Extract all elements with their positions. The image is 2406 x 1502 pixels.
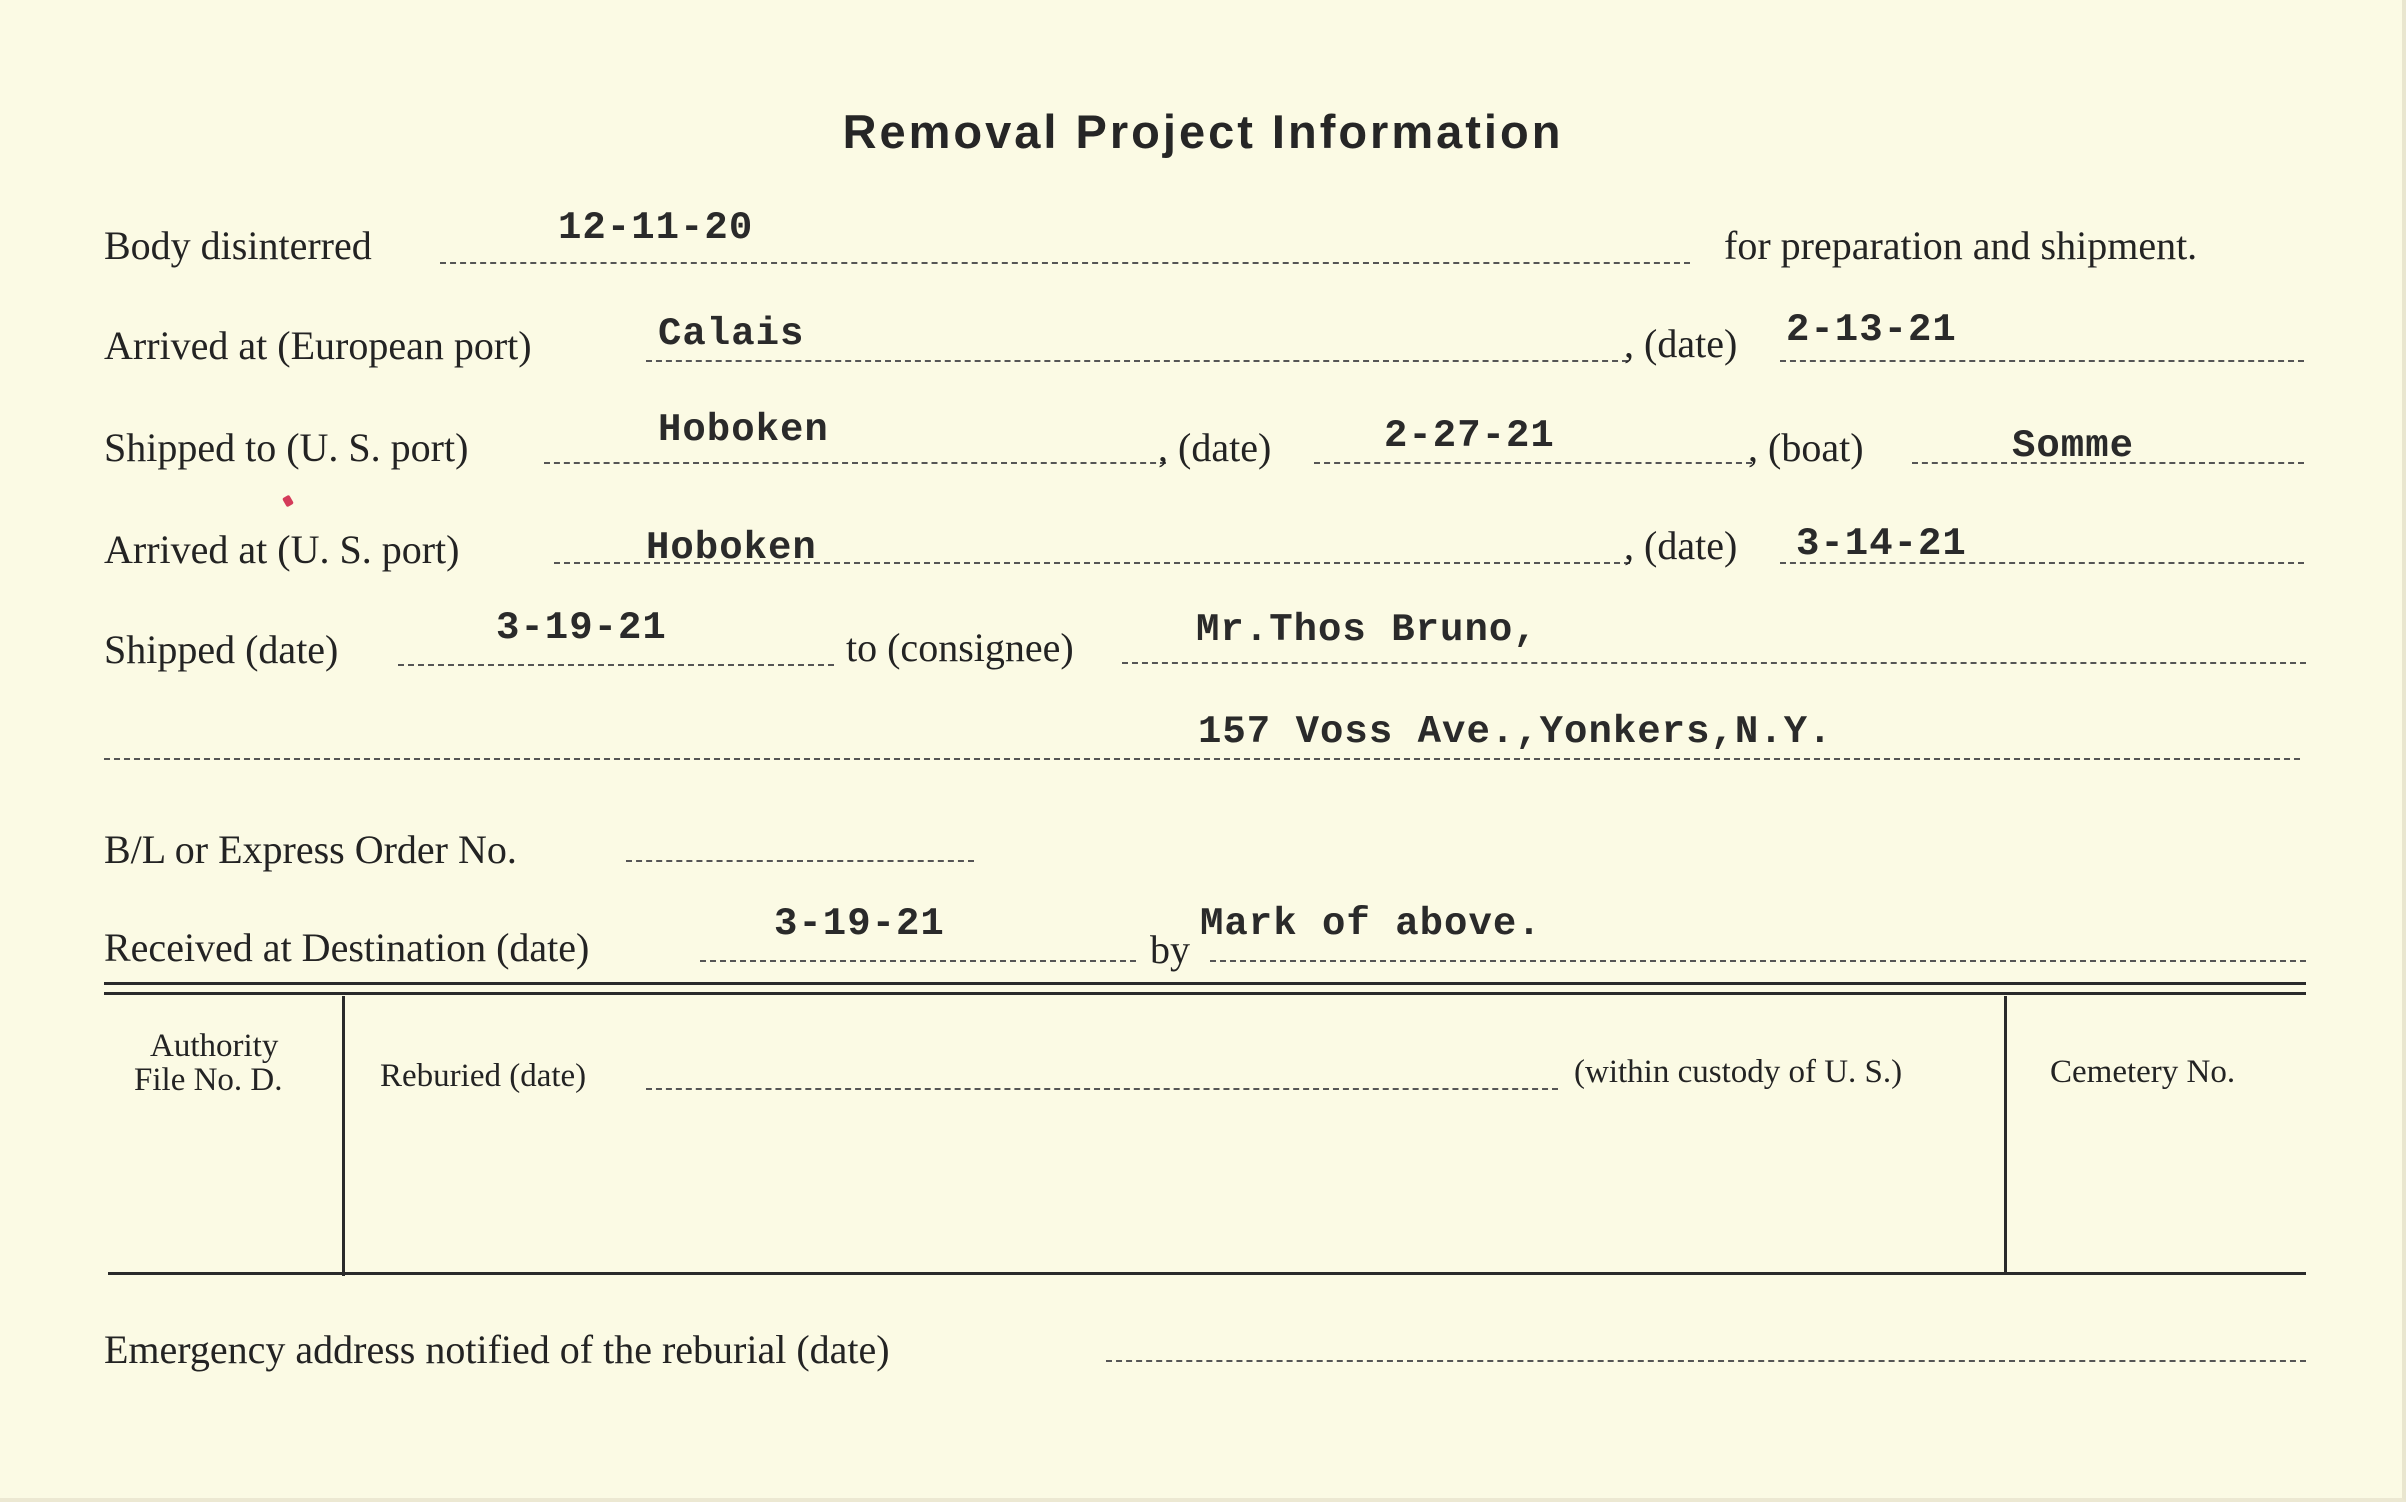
received-label: Received at Destination (date) — [104, 925, 590, 970]
shipped-us-line — [544, 462, 1166, 464]
bl-label: B/L or Express Order No. — [104, 827, 517, 872]
emergency-label: Emergency address notified of the reburial (date) — [104, 1327, 890, 1372]
shipped-date-value: 3-19-21 — [496, 606, 667, 650]
shipped-us-value: Hoboken — [658, 408, 829, 452]
body-disinterred-value: 12-11-20 — [558, 206, 754, 250]
arrived-us-label: Arrived at (U. S. port) — [104, 527, 460, 572]
body-disinterred-line — [440, 262, 1690, 264]
authority-label-1: Authority — [150, 1028, 279, 1064]
reburied-line — [646, 1088, 1558, 1090]
shipped-date-line — [398, 664, 834, 666]
cemetery-label: Cemetery No. — [2050, 1054, 2236, 1090]
bl-line — [626, 860, 974, 862]
by-label: by — [1150, 927, 1190, 972]
address-line — [104, 758, 2300, 760]
consignee-label: to (consignee) — [846, 625, 1074, 670]
consignee-value: Mr.Thos Bruno, — [1196, 608, 1538, 652]
authority-label-2: File No. D. — [134, 1062, 283, 1098]
boat-label: , (boat) — [1748, 425, 1864, 470]
for-preparation-label: for preparation and shipment. — [1724, 223, 2198, 268]
by-value: Mark of above. — [1200, 902, 1542, 946]
emergency-line — [1106, 1360, 2306, 1362]
arrived-european-line — [646, 360, 1628, 362]
arrived-us-date-label: , (date) — [1624, 523, 1738, 568]
by-line — [1210, 960, 2306, 962]
custody-label: (within custody of U. S.) — [1574, 1054, 1903, 1090]
consignee-address: 157 Voss Ave.,Yonkers,N.Y. — [1198, 710, 1833, 754]
boat-value: Somme — [2012, 424, 2135, 468]
shipped-us-date-label: , (date) — [1158, 425, 1272, 470]
consignee-line — [1122, 662, 2306, 664]
body-disinterred-label: Body disinterred — [104, 223, 372, 268]
table-bottom-rule — [108, 1272, 2306, 1275]
red-mark — [282, 495, 294, 508]
arrived-us-value: Hoboken — [646, 526, 817, 570]
shipped-date-label: Shipped (date) — [104, 627, 339, 672]
arrived-european-label: Arrived at (European port) — [104, 323, 532, 368]
arrived-european-value: Calais — [658, 312, 805, 356]
shipped-us-date: 2-27-21 — [1384, 414, 1555, 458]
table-divider-left — [342, 996, 345, 1276]
received-date: 3-19-21 — [774, 902, 945, 946]
shipped-us-label: Shipped to (U. S. port) — [104, 425, 469, 470]
reburied-label: Reburied (date) — [380, 1058, 587, 1094]
arrived-european-date-line — [1780, 360, 2304, 362]
table-divider-right — [2004, 996, 2007, 1272]
shipped-us-date-line — [1314, 462, 1752, 464]
received-line — [700, 960, 1136, 962]
form-title: Removal Project Information — [842, 105, 1564, 158]
arrived-european-date: 2-13-21 — [1786, 308, 1957, 352]
arrived-european-date-label: , (date) — [1624, 321, 1738, 366]
arrived-us-date: 3-14-21 — [1796, 522, 1967, 566]
table-top-rule-1 — [104, 982, 2306, 985]
table-top-rule-2 — [104, 992, 2306, 995]
